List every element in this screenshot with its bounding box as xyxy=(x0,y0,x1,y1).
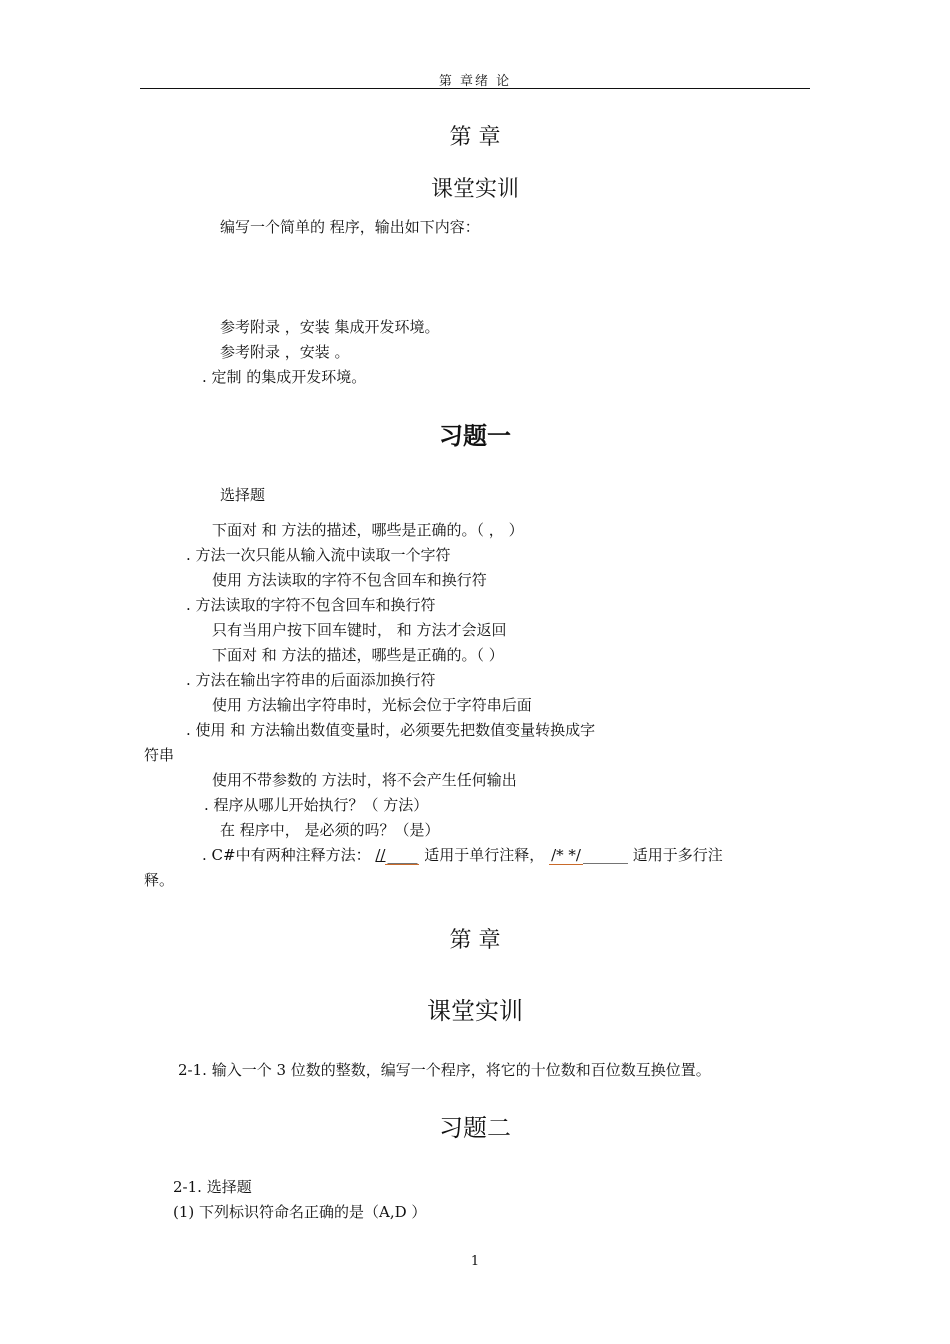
ch1-ex-line-10: . 使用 和 方法输出数值变量时，必须要先把数值变量转换成字 xyxy=(186,721,596,739)
ch1-ex-line-14: 在 程序中， 是必须的吗？（是） xyxy=(220,821,440,839)
header-rule xyxy=(140,88,810,89)
ch1-practice-line-1: 编写一个简单的 程序，输出如下内容： xyxy=(220,218,480,236)
answer-blank-2: ______ xyxy=(582,846,628,864)
ch1-practice-line-3: 参考附录 ，安装 。 xyxy=(220,343,350,361)
ch1-ex-line-3: . 方法一次只能从输入流中读取一个字符 xyxy=(186,546,451,564)
ch1-ex-line-7: 下面对 和 方法的描述，哪些是正确的。（ ） xyxy=(212,646,504,664)
answer-single-line-comment: // xyxy=(375,846,386,864)
chapter-2-title: 第 章 xyxy=(449,928,501,953)
ch2-ex-line-2: (1) 下列标识符命名正确的是（A,D ） xyxy=(173,1203,427,1221)
ch1-ex-line-2: 下面对 和 方法的描述，哪些是正确的。（ ， ） xyxy=(212,521,524,539)
ch1-ex-line-12: 使用不带参数的 方法时，将不会产生任何输出 xyxy=(212,771,517,789)
ch1-exercise-title: 习题一 xyxy=(439,421,511,450)
chapter-1-title: 第 章 xyxy=(449,125,501,150)
ch1-ex-line-5: . 方法读取的字符不包含回车和换行符 xyxy=(186,596,436,614)
ch1-practice-line-2: 参考附录 ，安装 集成开发环境。 xyxy=(220,318,440,336)
ch1-ex-line-13: . 程序从哪儿开始执行？（ 方法） xyxy=(204,796,429,814)
ch1-ex-line-11: 符串 xyxy=(144,746,175,764)
comment-question-wrap: 释。 xyxy=(144,871,175,889)
ch2-ex-line-1: 2-1. 选择题 xyxy=(173,1178,252,1196)
comment-q-suffix: 适用于多行注 xyxy=(632,846,723,864)
answer-blank-1: ____ xyxy=(387,846,418,864)
ch1-ex-line-8: . 方法在输出字符串的后面添加换行符 xyxy=(186,671,436,689)
comment-q-mid: 适用于单行注释， xyxy=(424,846,545,864)
answer-multi-line-comment: /* */ xyxy=(551,846,581,864)
ch2-exercise-title: 习题二 xyxy=(439,1114,511,1142)
page-header: 第 章绪 论 xyxy=(438,74,512,89)
ch1-ex-line-1: 选择题 xyxy=(220,486,266,504)
ch2-practice-title: 课堂实训 xyxy=(427,997,523,1025)
comment-question xyxy=(202,846,723,864)
ch1-ex-line-6: 只有当用户按下回车键时， 和 方法才会返回 xyxy=(212,621,507,639)
ch1-practice-line-4: . 定制 的集成开发环境。 xyxy=(202,368,367,386)
page-number: 1 xyxy=(470,1254,480,1269)
ch1-ex-line-4: 使用 方法读取的字符不包含回车和换行符 xyxy=(212,571,487,589)
comment-q-prefix: . C#中有两种注释方法： xyxy=(202,846,371,864)
ch1-practice-title: 课堂实训 xyxy=(430,177,519,202)
ch2-practice-line: 2-1. 输入一个 3 位数的整数，编写一个程序，将它的十位数和百位数互换位置。 xyxy=(178,1061,711,1079)
ch1-ex-line-9: 使用 方法输出字符串时，光标会位于字符串后面 xyxy=(212,696,532,714)
